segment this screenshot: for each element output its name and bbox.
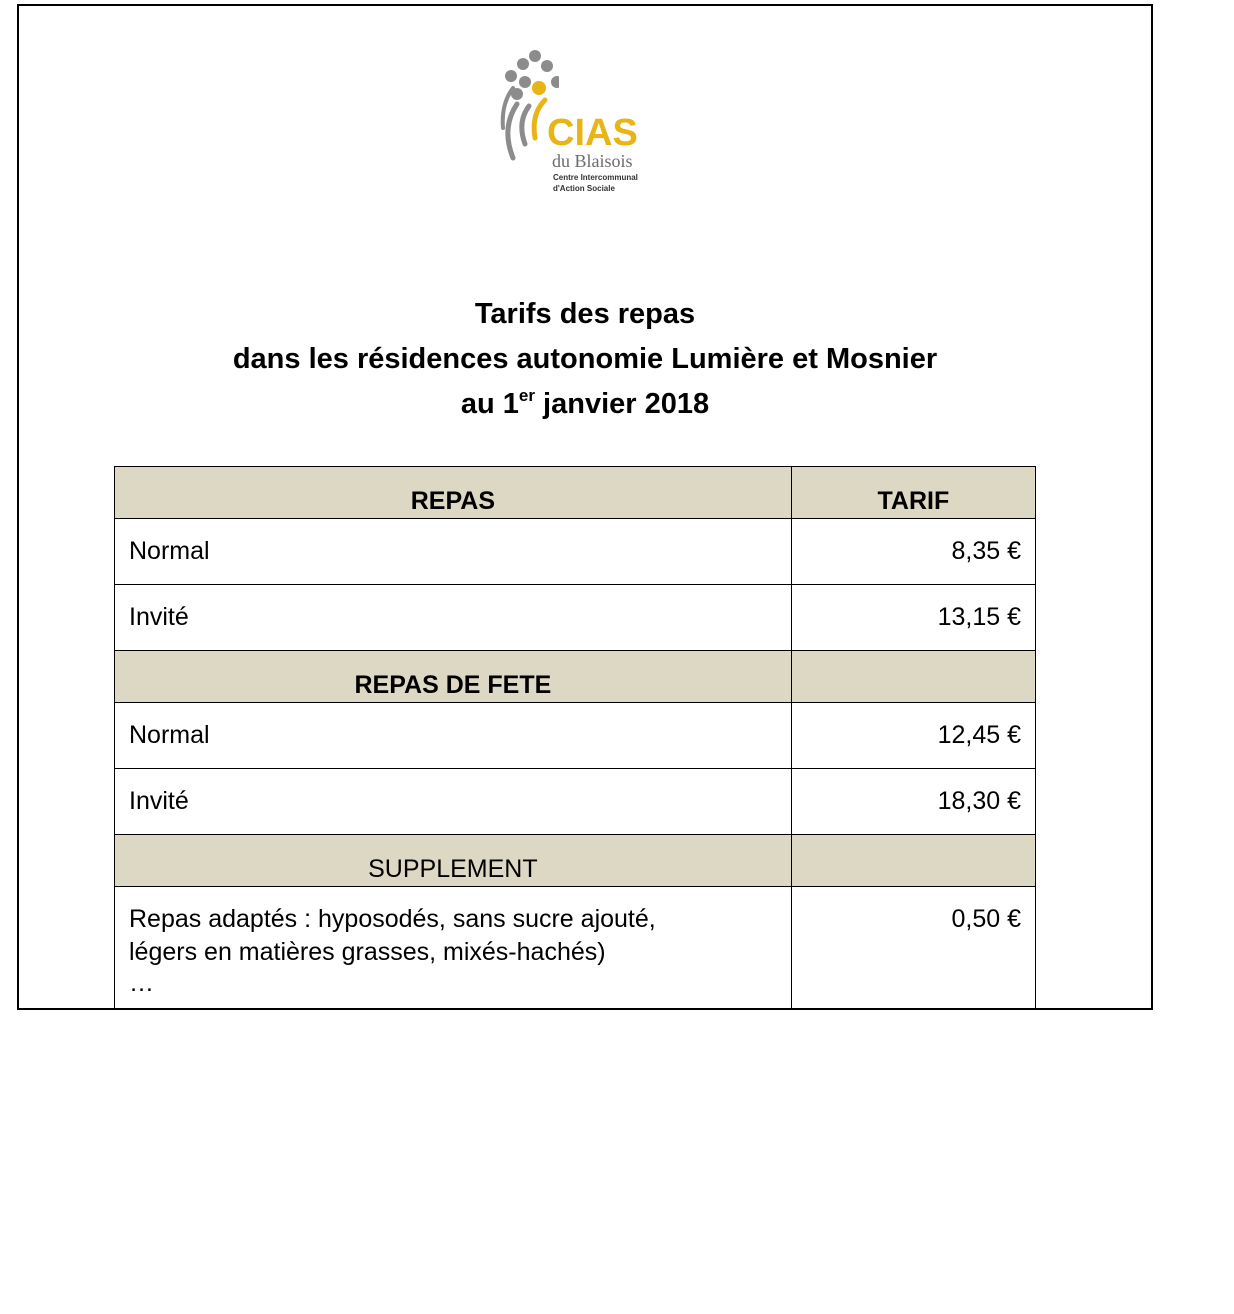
table-row	[115, 585, 1036, 651]
supplement-label-ellipsis: …	[129, 969, 154, 997]
document-page	[17, 4, 1153, 1010]
logo-subtitle: du Blaisois	[552, 151, 633, 171]
title-line-2: dans les résidences autonomie Lumière et Mosnier	[232, 343, 938, 375]
document-title	[19, 292, 1151, 427]
row-label: Normal	[115, 703, 792, 769]
table-header-row	[115, 467, 1036, 519]
title-date-prefix: au 1	[460, 388, 519, 420]
section-header-row	[115, 651, 1036, 703]
section-header-row	[115, 835, 1036, 887]
table-row	[115, 703, 1036, 769]
logo-tagline	[553, 172, 638, 194]
title-date-superscript: er	[518, 386, 535, 405]
cias-logo	[499, 48, 669, 198]
supplement-label-line1: Repas adaptés : hyposodés, sans sucre ajouté,	[129, 905, 656, 933]
title-line-3	[19, 382, 1151, 427]
supplement-price: 0,50 €	[791, 887, 1035, 1011]
logo-cias-text: CIAS	[547, 112, 638, 154]
title-date-suffix: janvier 2018	[534, 388, 710, 420]
table-row	[115, 769, 1036, 835]
supplement-label	[115, 887, 792, 1011]
section-empty-cell	[791, 651, 1035, 703]
row-price: 13,15 €	[791, 585, 1035, 651]
table-row	[115, 519, 1036, 585]
section-supplement: SUPPLEMENT	[115, 835, 792, 887]
row-label: Normal	[115, 519, 792, 585]
tariff-table	[114, 466, 1036, 1010]
logo-tagline-line2: d'Action Sociale	[553, 184, 615, 193]
row-price: 8,35 €	[791, 519, 1035, 585]
row-price: 18,30 €	[791, 769, 1035, 835]
header-tarif: TARIF	[791, 467, 1035, 519]
title-line-1: Tarifs des repas	[474, 298, 696, 330]
section-empty-cell	[791, 835, 1035, 887]
section-repas-de-fete: REPAS DE FETE	[115, 651, 792, 703]
supplement-label-line2: légers en matières grasses, mixés-hachés)	[129, 938, 606, 966]
logo-tagline-line1: Centre Intercommunal	[553, 173, 638, 182]
row-price: 12,45 €	[791, 703, 1035, 769]
table-row	[115, 887, 1036, 1011]
row-label: Invité	[115, 769, 792, 835]
header-repas: REPAS	[115, 467, 792, 519]
row-label: Invité	[115, 585, 792, 651]
